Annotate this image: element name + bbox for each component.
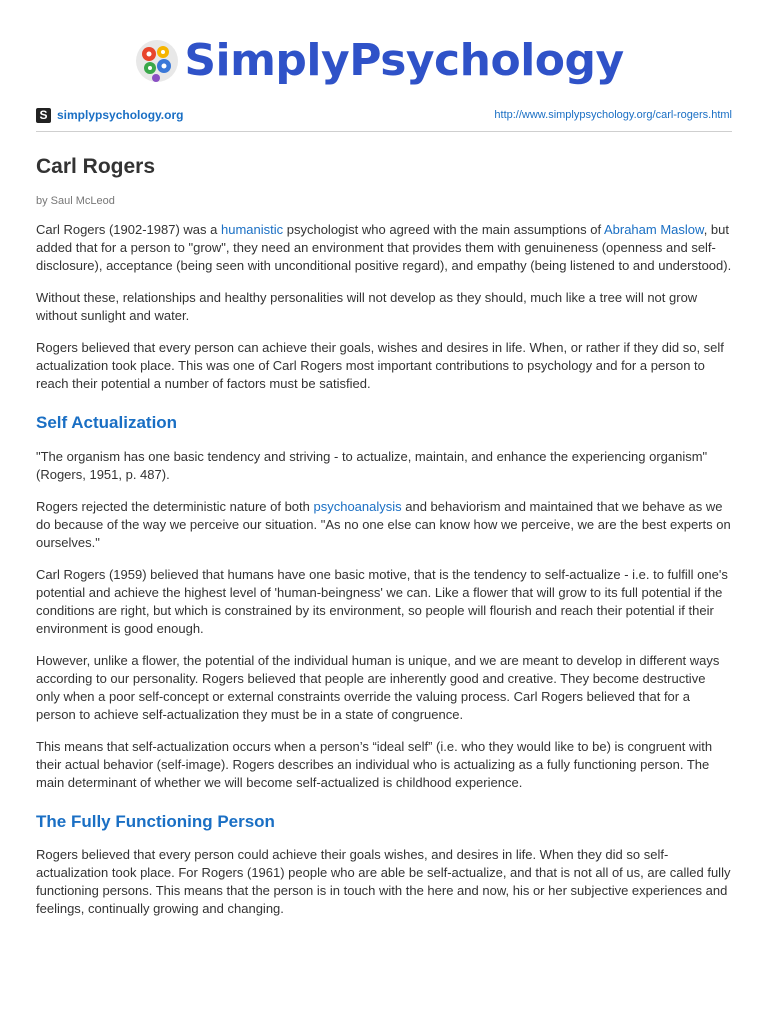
site-logo[interactable] bbox=[0, 35, 768, 86]
byline: by Saul McLeod bbox=[36, 195, 115, 208]
logo-p: P bbox=[349, 35, 381, 86]
p5-text-b: and behaviorism and maintained that we behave as we do because of the way we perceive our situation. "As no one else can know how we perceive, we are the best experts on ourselves." bbox=[36, 498, 731, 550]
paragraph-5 bbox=[36, 498, 732, 552]
p1-text-a: Carl Rogers (1902-1987) was a bbox=[36, 222, 221, 238]
abraham-maslow-link[interactable]: Abraham Maslow bbox=[603, 222, 704, 238]
psychoanalysis-link[interactable]: psychoanalysis bbox=[313, 498, 402, 514]
source-badge-icon: S bbox=[36, 108, 51, 123]
article-body bbox=[36, 154, 732, 932]
paragraph-9: Rogers believed that every person could achieve their goals wishes, and desires in life. When they did so self-actualization took place. For Rogers (1961) people who are able be self-actualize, and that is not all of us, are called fully functioning persons. This means that the person is in touch with the here and now, his or her subjective experiences and feelings, continually growing and changing. bbox=[36, 846, 731, 916]
paragraph-7: However, unlike a flower, the potential of the individual human is unique, and we are meant to develop in different ways according to our personality. Rogers believed that people are inherently good and creative. They become destructive only when a poor self-concept or external constraints override the valuing process. Carl Rogers believed that for a person to achieve self-actualization they must be in a state of congruence. bbox=[36, 652, 720, 722]
page-title: Carl Rogers bbox=[36, 155, 156, 178]
paragraph-8: This means that self-actualization occurs when a person’s “ideal self” (i.e. who they would like to be) is congruent with their actual behavior (self-image). Rogers describes an individual who is actualizing as a fully functioning person. The main determinant of whether we will become self-actualized is childhood experience. bbox=[36, 738, 713, 790]
head-gears-icon bbox=[134, 38, 180, 84]
paragraph-1 bbox=[36, 221, 732, 275]
source-bar bbox=[36, 106, 732, 124]
paragraph-2: Without these, relationships and healthy personalities will not develop as they should, much like a tree will not grow without sunlight and water. bbox=[36, 290, 698, 324]
logo-sychology: sychology bbox=[380, 35, 624, 86]
source-url-link[interactable]: http://www.simplypsychology.org/carl-rogers.html bbox=[494, 109, 732, 121]
source-site-link[interactable]: simplypsychology.org bbox=[57, 108, 184, 122]
paragraph-3: Rogers believed that every person can achieve their goals, wishes and desires in life. When, or rather if they did so, self actualization took place. This was one of Carl Rogers most important contributions to psychology and for a person to reach their potential a number of factors must be satisfied. bbox=[36, 340, 724, 392]
logo-wordmark bbox=[184, 35, 624, 86]
humanistic-link[interactable]: humanistic bbox=[220, 222, 284, 238]
paragraph-6: Carl Rogers (1959) believed that humans have one basic motive, that is the tendency to self-actualize - i.e. to fulfill one's potential and achieve the highest level of 'human-beingness' we can. Like a flower that will grow to its full potential if the conditions are right, but which is constrained by its environment, so people will flourish and reach their potential if their environment is good enough. bbox=[36, 566, 728, 636]
p1-text-b: psychologist who agreed with the main assumptions of bbox=[283, 222, 604, 238]
heading-self-actualization: Self Actualization bbox=[36, 413, 178, 433]
header-divider bbox=[36, 131, 732, 132]
logo-simply: Simply bbox=[184, 35, 350, 86]
heading-fully-functioning-person: The Fully Functioning Person bbox=[36, 811, 275, 831]
paragraph-4: "The organism has one basic tendency and striving - to actualize, maintain, and enhance the experiencing organism" (Rogers, 1951, p. 487). bbox=[36, 448, 708, 482]
p5-text-a: Rogers rejected the deterministic nature of both bbox=[36, 498, 314, 514]
p1-text-c: , but added that for a person to "grow", they need an environment that provides them with genuineness (openness and self-disclosure), acceptance (being seen with unconditional positive regard), and empathy (being listened to and understood). bbox=[36, 222, 732, 274]
